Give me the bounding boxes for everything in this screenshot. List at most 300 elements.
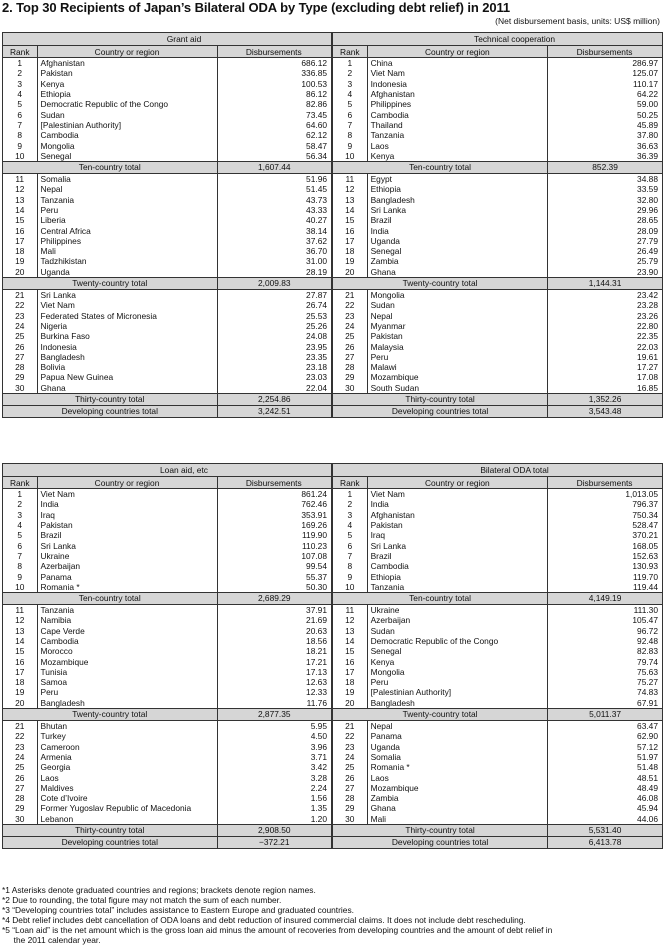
rank-cell: 12 xyxy=(3,615,37,625)
table-row xyxy=(333,130,662,140)
rank-cell: 14 xyxy=(3,636,37,646)
ten-total-value: 4,149.19 xyxy=(548,592,662,604)
country-cell: Cameroon xyxy=(37,742,217,752)
developing-total-value: 3,242.51 xyxy=(217,405,331,417)
rank-cell: 23 xyxy=(333,311,367,321)
country-cell: South Sudan xyxy=(367,383,548,394)
table-row xyxy=(3,530,331,540)
rank-cell: 4 xyxy=(3,89,37,99)
rank-cell: 3 xyxy=(333,510,367,520)
disbursement-cell: 37.62 xyxy=(306,235,328,246)
rank-cell: 5 xyxy=(3,99,37,109)
ten-total-label: Ten-country total xyxy=(333,592,548,604)
rank-cell: 21 xyxy=(3,289,37,300)
rank-cell: 20 xyxy=(3,698,37,709)
disbursement-cell: 110.17 xyxy=(633,78,658,89)
disbursement-cell: 64.22 xyxy=(637,89,658,100)
developing-total-label: Developing countries total xyxy=(333,836,548,848)
disbursement-cell: 44.06 xyxy=(637,813,658,824)
country-cell: Ukraine xyxy=(37,551,217,561)
table-row xyxy=(333,793,662,803)
rank-cell: 26 xyxy=(3,341,37,351)
table-row xyxy=(333,362,662,372)
rank-cell: 17 xyxy=(333,236,367,246)
disbursement-cell: 23.42 xyxy=(637,290,658,301)
rank-cell: 3 xyxy=(333,79,367,89)
disbursement-cell: 1,013.05 xyxy=(625,489,658,500)
disbursement-cell: 11.76 xyxy=(306,697,327,708)
country-cell: Peru xyxy=(37,687,217,697)
table-row xyxy=(3,321,331,331)
rank-cell: 21 xyxy=(333,289,367,300)
disbursement-cell: 43.33 xyxy=(306,205,328,215)
disbursement-cell: 50.30 xyxy=(306,581,327,592)
table-row xyxy=(333,636,662,646)
rank-cell: 24 xyxy=(3,321,37,331)
rank-cell: 11 xyxy=(3,604,37,615)
country-cell: Philippines xyxy=(367,99,548,109)
loan-aid-table xyxy=(2,463,332,849)
disbursement-cell: 100.53 xyxy=(301,78,328,89)
rank-cell: 15 xyxy=(3,215,37,225)
country-cell: Lebanon xyxy=(37,814,217,825)
ten-total-value: 852.39 xyxy=(548,161,662,173)
country-cell: Armenia xyxy=(37,752,217,762)
disbursement-cell: 3.28 xyxy=(310,772,327,783)
disbursements-header: Disbursements xyxy=(548,477,662,489)
disbursement-cell: 79.74 xyxy=(637,656,658,667)
country-cell: [Palestinian Authority] xyxy=(37,120,217,130)
table-title: Loan aid, etc xyxy=(37,464,331,477)
rank-cell: 2 xyxy=(3,499,37,509)
technical-cooperation-table xyxy=(332,32,663,418)
rank-cell: 30 xyxy=(3,814,37,825)
rank-cell: 11 xyxy=(333,604,367,615)
table-row xyxy=(3,68,331,78)
thirty-total-value: 5,531.40 xyxy=(548,824,662,836)
rank-cell: 4 xyxy=(3,520,37,530)
country-cell: Sudan xyxy=(37,109,217,119)
country-cell: Pakistan xyxy=(367,331,548,341)
disbursement-cell: 22.80 xyxy=(637,320,658,331)
country-cell: Mongolia xyxy=(37,140,217,150)
ten-total-label: Ten-country total xyxy=(3,592,217,604)
rank-cell: 7 xyxy=(3,551,37,561)
country-cell: Laos xyxy=(37,772,217,782)
table-row xyxy=(3,89,331,99)
table-row xyxy=(3,246,331,256)
developing-total-label: Developing countries total xyxy=(3,836,217,848)
country-cell: China xyxy=(367,58,548,69)
disbursement-cell: 750.34 xyxy=(632,509,658,520)
disbursement-cell: 107.08 xyxy=(301,550,327,561)
country-cell: Sri Lanka xyxy=(37,540,217,550)
rank-cell: 1 xyxy=(333,58,367,69)
country-cell: Bangladesh xyxy=(37,352,217,362)
rank-cell: 17 xyxy=(3,667,37,677)
country-cell: Cape Verde xyxy=(37,626,217,636)
ten-total-label: Ten-country total xyxy=(3,161,217,173)
table-row xyxy=(333,783,662,793)
disbursement-cell: 28.09 xyxy=(637,225,658,236)
country-cell: Tadzhikistan xyxy=(37,256,217,266)
disbursement-cell: 21.69 xyxy=(306,615,327,626)
disbursement-cell: 686.12 xyxy=(301,58,328,69)
disbursement-cell: 17.21 xyxy=(306,656,327,667)
rank-cell: 19 xyxy=(3,256,37,266)
rank-cell: 24 xyxy=(3,752,37,762)
rank-cell: 6 xyxy=(3,540,37,550)
country-header: Country or region xyxy=(367,46,548,58)
rank-cell: 9 xyxy=(333,571,367,581)
country-cell: Bangladesh xyxy=(367,195,548,205)
country-cell: Romania * xyxy=(367,762,548,772)
rank-cell: 29 xyxy=(3,803,37,813)
disbursement-cell: 31.00 xyxy=(306,256,328,267)
rank-cell: 28 xyxy=(3,793,37,803)
country-cell: Kenya xyxy=(367,151,548,162)
table-row xyxy=(333,520,662,530)
rank-cell: 9 xyxy=(3,571,37,581)
table-title: Bilateral ODA total xyxy=(367,464,662,477)
disbursement-cell: 57.12 xyxy=(637,741,658,752)
table-row xyxy=(3,814,331,825)
disbursement-cell: 62.90 xyxy=(637,731,658,742)
disbursement-cell: 26.49 xyxy=(637,246,658,257)
table-spacer xyxy=(333,33,367,46)
disbursement-cell: 33.59 xyxy=(637,184,658,195)
rank-cell: 1 xyxy=(3,489,37,500)
disbursement-cell: 64.60 xyxy=(306,119,328,130)
table-row xyxy=(3,79,331,89)
rank-cell: 1 xyxy=(3,58,37,69)
rank-cell: 9 xyxy=(333,140,367,150)
disbursement-cell: 20.63 xyxy=(306,625,327,636)
table-row xyxy=(333,352,662,362)
country-cell: Afghanistan xyxy=(367,510,548,520)
rank-cell: 10 xyxy=(333,151,367,162)
rank-cell: 19 xyxy=(333,687,367,697)
table-row xyxy=(333,530,662,540)
twenty-total-label: Twenty-country total xyxy=(3,277,217,289)
rank-cell: 28 xyxy=(333,362,367,372)
country-cell: Morocco xyxy=(37,646,217,656)
table-row xyxy=(333,120,662,130)
table-row xyxy=(3,352,331,362)
table-row xyxy=(333,89,662,99)
table-row xyxy=(333,499,662,509)
table-row xyxy=(3,561,331,571)
rank-cell: 23 xyxy=(333,742,367,752)
footnote: *2 Due to rounding, the total figure may not match the sum of each number. xyxy=(2,895,282,905)
disbursement-cell: 12.33 xyxy=(306,687,327,698)
disbursement-cell: 37.91 xyxy=(306,605,327,616)
rank-cell: 7 xyxy=(333,551,367,561)
disbursement-cell: 51.96 xyxy=(306,174,328,185)
table-row xyxy=(3,646,331,656)
disbursement-cell: 45.94 xyxy=(637,803,658,814)
disbursement-cell: 3.96 xyxy=(310,741,327,752)
table-row xyxy=(333,109,662,119)
country-cell: Democratic Republic of the Congo xyxy=(37,99,217,109)
country-cell: Nepal xyxy=(367,311,548,321)
rank-cell: 1 xyxy=(333,489,367,500)
table-row xyxy=(3,762,331,772)
disbursement-cell: 67.91 xyxy=(637,697,658,708)
table-row xyxy=(3,742,331,752)
country-cell: Sudan xyxy=(367,300,548,310)
table-row xyxy=(3,677,331,687)
country-cell: Somalia xyxy=(367,752,548,762)
twenty-total-label: Twenty-country total xyxy=(3,708,217,720)
country-cell: Ethiopia xyxy=(367,184,548,194)
country-cell: Maldives xyxy=(37,783,217,793)
disbursement-cell: 92.48 xyxy=(637,636,658,646)
grant-aid-table xyxy=(2,32,332,418)
disbursement-cell: 43.73 xyxy=(306,194,328,205)
country-cell: Kenya xyxy=(37,79,217,89)
table-row xyxy=(333,372,662,382)
country-cell: Kenya xyxy=(367,656,548,666)
disbursement-cell: 51.48 xyxy=(637,762,658,773)
rank-cell: 30 xyxy=(3,383,37,394)
table-row xyxy=(3,215,331,225)
country-cell: Ghana xyxy=(37,383,217,394)
disbursement-cell: 40.27 xyxy=(306,215,328,226)
country-header: Country or region xyxy=(37,46,217,58)
country-cell: Viet Nam xyxy=(367,68,548,78)
table-spacer xyxy=(3,33,37,46)
disbursement-cell: 22.04 xyxy=(306,382,328,393)
table-row xyxy=(3,184,331,194)
table-row xyxy=(333,311,662,321)
rank-cell: 20 xyxy=(3,267,37,278)
rank-cell: 20 xyxy=(333,698,367,709)
table-row xyxy=(3,109,331,119)
disbursement-cell: 286.97 xyxy=(632,58,658,69)
rank-cell: 12 xyxy=(333,615,367,625)
disbursement-cell: 36.39 xyxy=(637,150,658,161)
table-row xyxy=(3,195,331,205)
rank-cell: 29 xyxy=(333,372,367,382)
rank-cell: 19 xyxy=(3,687,37,697)
rank-cell: 20 xyxy=(333,267,367,278)
rank-cell: 18 xyxy=(3,677,37,687)
rank-cell: 10 xyxy=(3,151,37,162)
disbursement-cell: 23.28 xyxy=(637,300,658,311)
table-row xyxy=(3,510,331,520)
rank-cell: 29 xyxy=(3,372,37,382)
rank-cell: 12 xyxy=(333,184,367,194)
table-row xyxy=(333,762,662,772)
rank-cell: 4 xyxy=(333,520,367,530)
table-row xyxy=(333,646,662,656)
rank-cell: 17 xyxy=(3,236,37,246)
table-row xyxy=(333,698,662,709)
disbursement-cell: 119.70 xyxy=(633,571,658,582)
table-row xyxy=(3,300,331,310)
table-row xyxy=(333,321,662,331)
disbursement-cell: 23.90 xyxy=(637,266,658,277)
disbursement-cell: 46.08 xyxy=(637,793,658,804)
rank-cell: 8 xyxy=(3,130,37,140)
rank-cell: 18 xyxy=(3,246,37,256)
rank-cell: 3 xyxy=(3,79,37,89)
rank-cell: 18 xyxy=(333,677,367,687)
country-cell: Ethiopia xyxy=(37,89,217,99)
twenty-total-label: Twenty-country total xyxy=(333,277,548,289)
disbursement-cell: 353.91 xyxy=(301,509,327,520)
rank-cell: 12 xyxy=(3,184,37,194)
rank-cell: 24 xyxy=(333,752,367,762)
table-row xyxy=(333,510,662,520)
rank-cell: 27 xyxy=(3,352,37,362)
table-row xyxy=(333,742,662,752)
table-row xyxy=(333,140,662,150)
rank-cell: 27 xyxy=(333,783,367,793)
disbursement-cell: 110.23 xyxy=(302,540,327,551)
table-row xyxy=(333,215,662,225)
table-row xyxy=(3,205,331,215)
disbursement-cell: 22.35 xyxy=(637,331,658,342)
table-row xyxy=(333,720,662,731)
country-cell: Bhutan xyxy=(37,720,217,731)
country-cell: Ghana xyxy=(367,267,548,278)
rank-cell: 13 xyxy=(333,195,367,205)
country-cell: Uganda xyxy=(367,742,548,752)
country-cell: Somalia xyxy=(37,173,217,184)
footnote: *5 “Loan aid” is the net amount which is the gross loan aid minus the amount of recoveries from developing countries and the amount of debt relief in xyxy=(2,925,553,935)
disbursement-cell: 1.56 xyxy=(310,793,327,804)
country-cell: Malawi xyxy=(367,362,548,372)
table-row xyxy=(3,667,331,677)
rank-cell: 25 xyxy=(333,762,367,772)
rank-cell: 24 xyxy=(333,321,367,331)
disbursement-cell: 56.34 xyxy=(306,150,328,161)
thirty-total-label: Thirty-country total xyxy=(3,393,217,405)
disbursement-cell: 861.24 xyxy=(301,489,327,500)
country-cell: Thailand xyxy=(367,120,548,130)
rank-cell: 15 xyxy=(3,646,37,656)
rank-cell: 22 xyxy=(333,731,367,741)
thirty-total-label: Thirty-country total xyxy=(3,824,217,836)
table-row xyxy=(3,520,331,530)
disbursement-cell: 25.79 xyxy=(637,256,658,267)
country-cell: Peru xyxy=(367,352,548,362)
disbursement-cell: 119.90 xyxy=(302,530,327,541)
table-row xyxy=(333,184,662,194)
rank-cell: 14 xyxy=(333,205,367,215)
table-row xyxy=(333,236,662,246)
thirty-total-value: 2,908.50 xyxy=(217,824,331,836)
table-row xyxy=(333,173,662,184)
country-cell: Uganda xyxy=(367,236,548,246)
thirty-total-value: 2,254.86 xyxy=(217,393,331,405)
country-cell: Myanmar xyxy=(367,321,548,331)
country-cell: Uganda xyxy=(37,267,217,278)
disbursement-cell: 22.03 xyxy=(637,341,658,352)
country-cell: Mongolia xyxy=(367,667,548,677)
disbursement-cell: 1.35 xyxy=(310,803,327,814)
table-row xyxy=(333,582,662,593)
country-cell: Turkey xyxy=(37,731,217,741)
twenty-total-label: Twenty-country total xyxy=(333,708,548,720)
disbursement-cell: 5.95 xyxy=(310,721,327,732)
table-row xyxy=(3,582,331,593)
table-row xyxy=(3,803,331,813)
disbursement-cell: 336.85 xyxy=(301,68,328,79)
country-cell: Senegal xyxy=(367,246,548,256)
disbursement-cell: 19.61 xyxy=(637,351,658,362)
table-row xyxy=(333,752,662,762)
disbursement-cell: 27.79 xyxy=(637,235,658,246)
disbursement-cell: 152.63 xyxy=(632,550,658,561)
country-cell: Viet Nam xyxy=(37,300,217,310)
rank-header: Rank xyxy=(3,477,37,489)
developing-total-label: Developing countries total xyxy=(3,405,217,417)
country-cell: Federated States of Micronesia xyxy=(37,311,217,321)
country-cell: Sudan xyxy=(367,626,548,636)
disbursement-cell: 23.26 xyxy=(637,310,658,321)
country-cell: Sri Lanka xyxy=(37,289,217,300)
table-row xyxy=(3,311,331,321)
rank-cell: 14 xyxy=(3,205,37,215)
disbursement-cell: 45.89 xyxy=(637,119,658,130)
table-row xyxy=(3,58,331,69)
footnote: *1 Asterisks denote graduated countries and regions; brackets denote region names. xyxy=(2,885,316,895)
footnotes xyxy=(2,885,662,945)
rank-cell: 19 xyxy=(333,256,367,266)
rank-cell: 7 xyxy=(333,120,367,130)
country-cell: Sri Lanka xyxy=(367,205,548,215)
table-row xyxy=(3,615,331,625)
disbursement-cell: 28.65 xyxy=(637,215,658,226)
rank-cell: 13 xyxy=(3,195,37,205)
country-cell: Laos xyxy=(367,772,548,782)
country-cell: Tunisia xyxy=(37,667,217,677)
table-row xyxy=(3,499,331,509)
disbursement-cell: 55.37 xyxy=(306,571,327,582)
table-row xyxy=(333,195,662,205)
country-cell: Cambodia xyxy=(37,636,217,646)
table-row xyxy=(333,246,662,256)
country-cell: India xyxy=(367,225,548,235)
table-row xyxy=(3,626,331,636)
table-row xyxy=(3,130,331,140)
table-row xyxy=(333,267,662,278)
disbursement-cell: 34.88 xyxy=(637,174,658,185)
table-row xyxy=(3,793,331,803)
country-cell: Viet Nam xyxy=(367,489,548,500)
country-cell: Nigeria xyxy=(37,321,217,331)
table-title: Grant aid xyxy=(37,33,331,46)
table-row xyxy=(3,540,331,550)
ten-total-label: Ten-country total xyxy=(333,161,548,173)
disbursement-cell: 51.97 xyxy=(637,751,658,762)
table-row xyxy=(3,720,331,731)
country-cell: Iraq xyxy=(367,530,548,540)
disbursement-cell: 4.50 xyxy=(310,731,327,742)
table-row xyxy=(333,656,662,666)
rank-cell: 4 xyxy=(333,89,367,99)
rank-cell: 28 xyxy=(3,362,37,372)
country-cell: Azerbaijan xyxy=(367,615,548,625)
country-cell: Panama xyxy=(37,571,217,581)
rank-cell: 16 xyxy=(333,656,367,666)
country-cell: Cote d’Ivoire xyxy=(37,793,217,803)
table-row xyxy=(333,540,662,550)
country-cell: Namibia xyxy=(37,615,217,625)
